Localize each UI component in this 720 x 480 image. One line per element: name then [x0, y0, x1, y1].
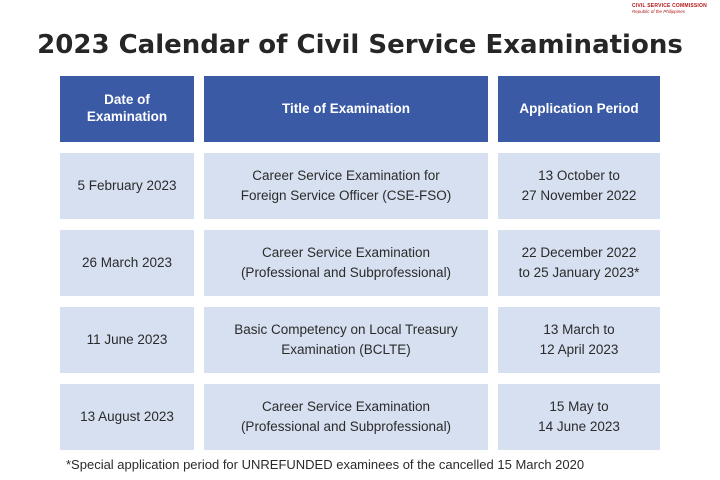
- row-period: 13 October to 27 November 2022: [498, 153, 660, 219]
- header-title: Title of Examination: [204, 76, 488, 142]
- row-title: Career Service Examination for Foreign Service Officer (CSE-FSO): [204, 153, 488, 219]
- row-period: 13 March to 12 April 2023: [498, 307, 660, 373]
- row-title: Basic Competency on Local Treasury Examination (BCLTE): [204, 307, 488, 373]
- logo-agency-name: CIVIL SERVICE COMMISSION: [632, 3, 707, 9]
- row-date: 11 June 2023: [60, 307, 194, 373]
- row-title: Career Service Examination (Professional and Subprofessional): [204, 384, 488, 450]
- csc-logo: [632, 4, 712, 14]
- footnote: *Special application period for UNREFUNDED examinees of the cancelled 15 March 2020: [66, 457, 585, 472]
- page-title: 2023 Calendar of Civil Service Examinations: [37, 30, 683, 60]
- row-period: 15 May to 14 June 2023: [498, 384, 660, 450]
- row-date: 13 August 2023: [60, 384, 194, 450]
- header-period: Application Period: [498, 76, 660, 142]
- header-date: Date of Examination: [60, 76, 194, 142]
- row-title: Career Service Examination (Professional and Subprofessional): [204, 230, 488, 296]
- row-date: 5 February 2023: [60, 153, 194, 219]
- logo-country-name: Republic of the Philippines: [632, 8, 686, 14]
- row-period: 22 December 2022 to 25 January 2023*: [498, 230, 660, 296]
- row-date: 26 March 2023: [60, 230, 194, 296]
